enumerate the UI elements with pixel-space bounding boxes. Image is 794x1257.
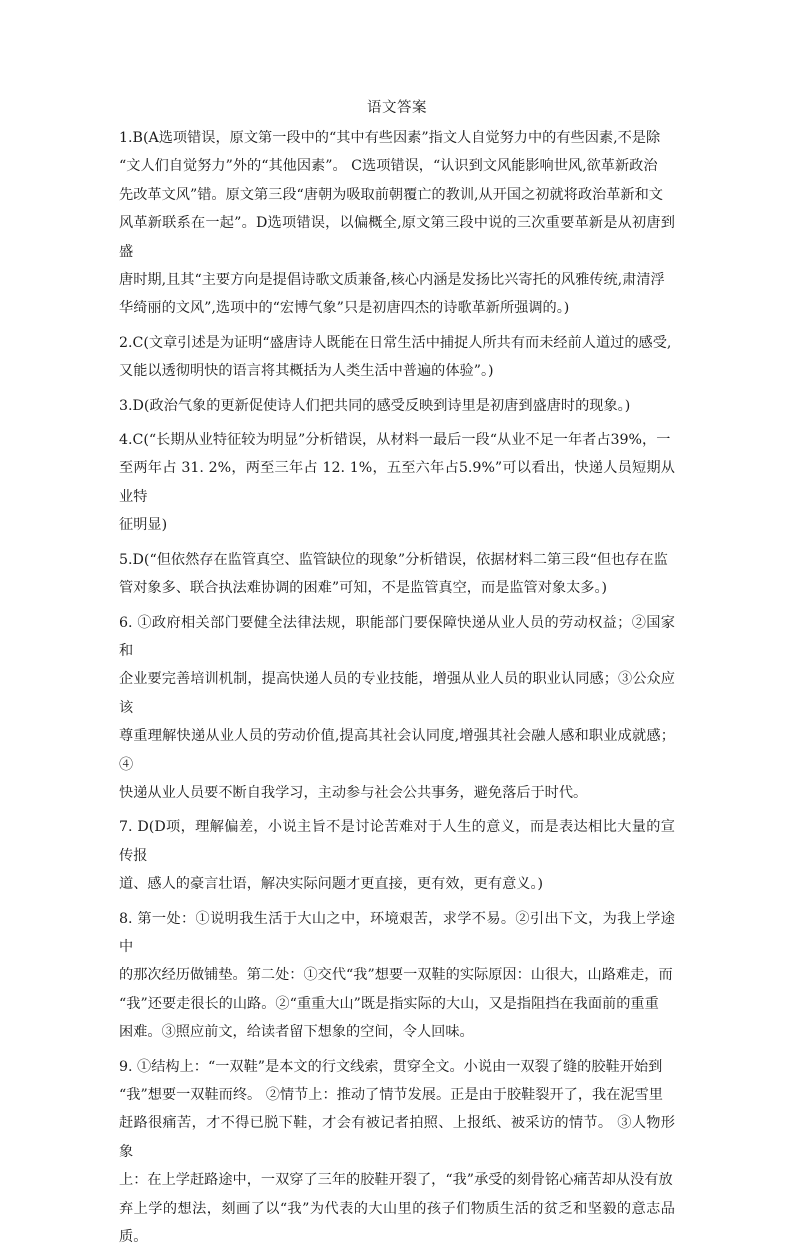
answer-8: 8. 第一处：①说明我生活于大山之中，环境艰苦，求学不易。②引出下文，为我上学途中 的那次经历做铺垫。第二处：①交代“我”想要一双鞋的实际原因：山很大，山路难走，而 “我”还要走很长的山路。②“重重大山”既是指实际的大山，又是指阻挡在我面前的重重 困难。③照应前文，给读者留下想象的空间，令人回味。 [119,910,675,1041]
answer-6: 6. ①政府相关部门要健全法律法规，职能部门要保障快递从业人员的劳动权益；②国家和 企业要完善培训机制，提高快递人员的专业技能，增强从业人员的职业认同感；③公众应该 尊重理解快递从业人员的劳动价值,提高其社会认同度,增强其社会融人感和职业成就感；④ 快递从业人员要不断自我学习，主动参与社会公共事务，避免落后于时代。 [119,614,675,801]
answer-5: 5.D(“但依然存在监管真空、监管缺位的现象”分析错误，依据材料二第三段“但也存在监 管对象多、联合执法难协调的困难”可知，不是监管真空，而是监管对象太多。) [119,551,668,597]
answer-3: 3.D(政治气象的更新促使诗人们把共同的感受反映到诗里是初唐到盛唐时的现象。) [119,397,631,414]
answer-9: 9. ①结构上：“一双鞋”是本文的行文线索，贯穿全文。小说由一双裂了缝的胶鞋开始到 “我”想要一双鞋而终。 ②情节上：推动了情节发展。正是由于胶鞋裂开了，我在泥雪里 赶路很痛苦，才不得已脱下鞋，才会有被记者拍照、上报纸、被采访的情节。 ③人物形象 上：在上学赶路途中，一双穿了三年的胶鞋开裂了，“我”承受的刻骨铭心痛苦却从没有放 弃上学的想法，刻画了以“我”为代表的大山里的孩子们物质生活的贫乏和坚毅的意志品质。 [119,1058,675,1246]
answer-2: 2.C(文章引述是为证明“盛唐诗人既能在日常生活中捕捉人所共有而未经前人道过的感受, 又能以透彻明快的语言将其概括为人类生活中普遍的体验”。) [119,334,672,380]
answer-1: 1.B(A选项错误，原文第一段中的“其中有些因素”指文人自觉努力中的有些因素,不是除 “文人们自觉努力”外的“其他因素”。 C选项错误，“认识到文风能影响世风,欲革新政治 先改革文风”错。原文第三段“唐朝为吸取前朝覆亡的教训,从开国之初就将政治革新和文 风革新联系在一起”。D选项错误，以偏概全,原文第三段中说的三次重要革新是从初唐到盛 唐时期,且其“主要方向是提倡诗歌文质兼备,核心内涵是发扬比兴寄托的风雅传统,肃清浮 华绮丽的文风”,选项中的“宏博气象”只是初唐四杰的诗歌革新所强调的。) [119,130,675,317]
page-title: 语文答案 [367,100,427,116]
answers-list [119,124,675,1257]
answer-4: 4.C(“长期从业特征较为明显”分析错误，从材料一最后一段“从业不足一年者占39%，一 至两年占 31. 2%，两至三年占 12. 1%，五至六年占5.9%”可以看出，快递人员短期从业特 征明显) [119,432,675,534]
answer-7: 7. D(D项，理解偏差，小说主旨不是讨论苦难对于人生的意义，而是表达相比大量的宣传报 道、感人的豪言壮语，解决实际问题才更直接，更有效，更有意义。) [119,819,675,893]
